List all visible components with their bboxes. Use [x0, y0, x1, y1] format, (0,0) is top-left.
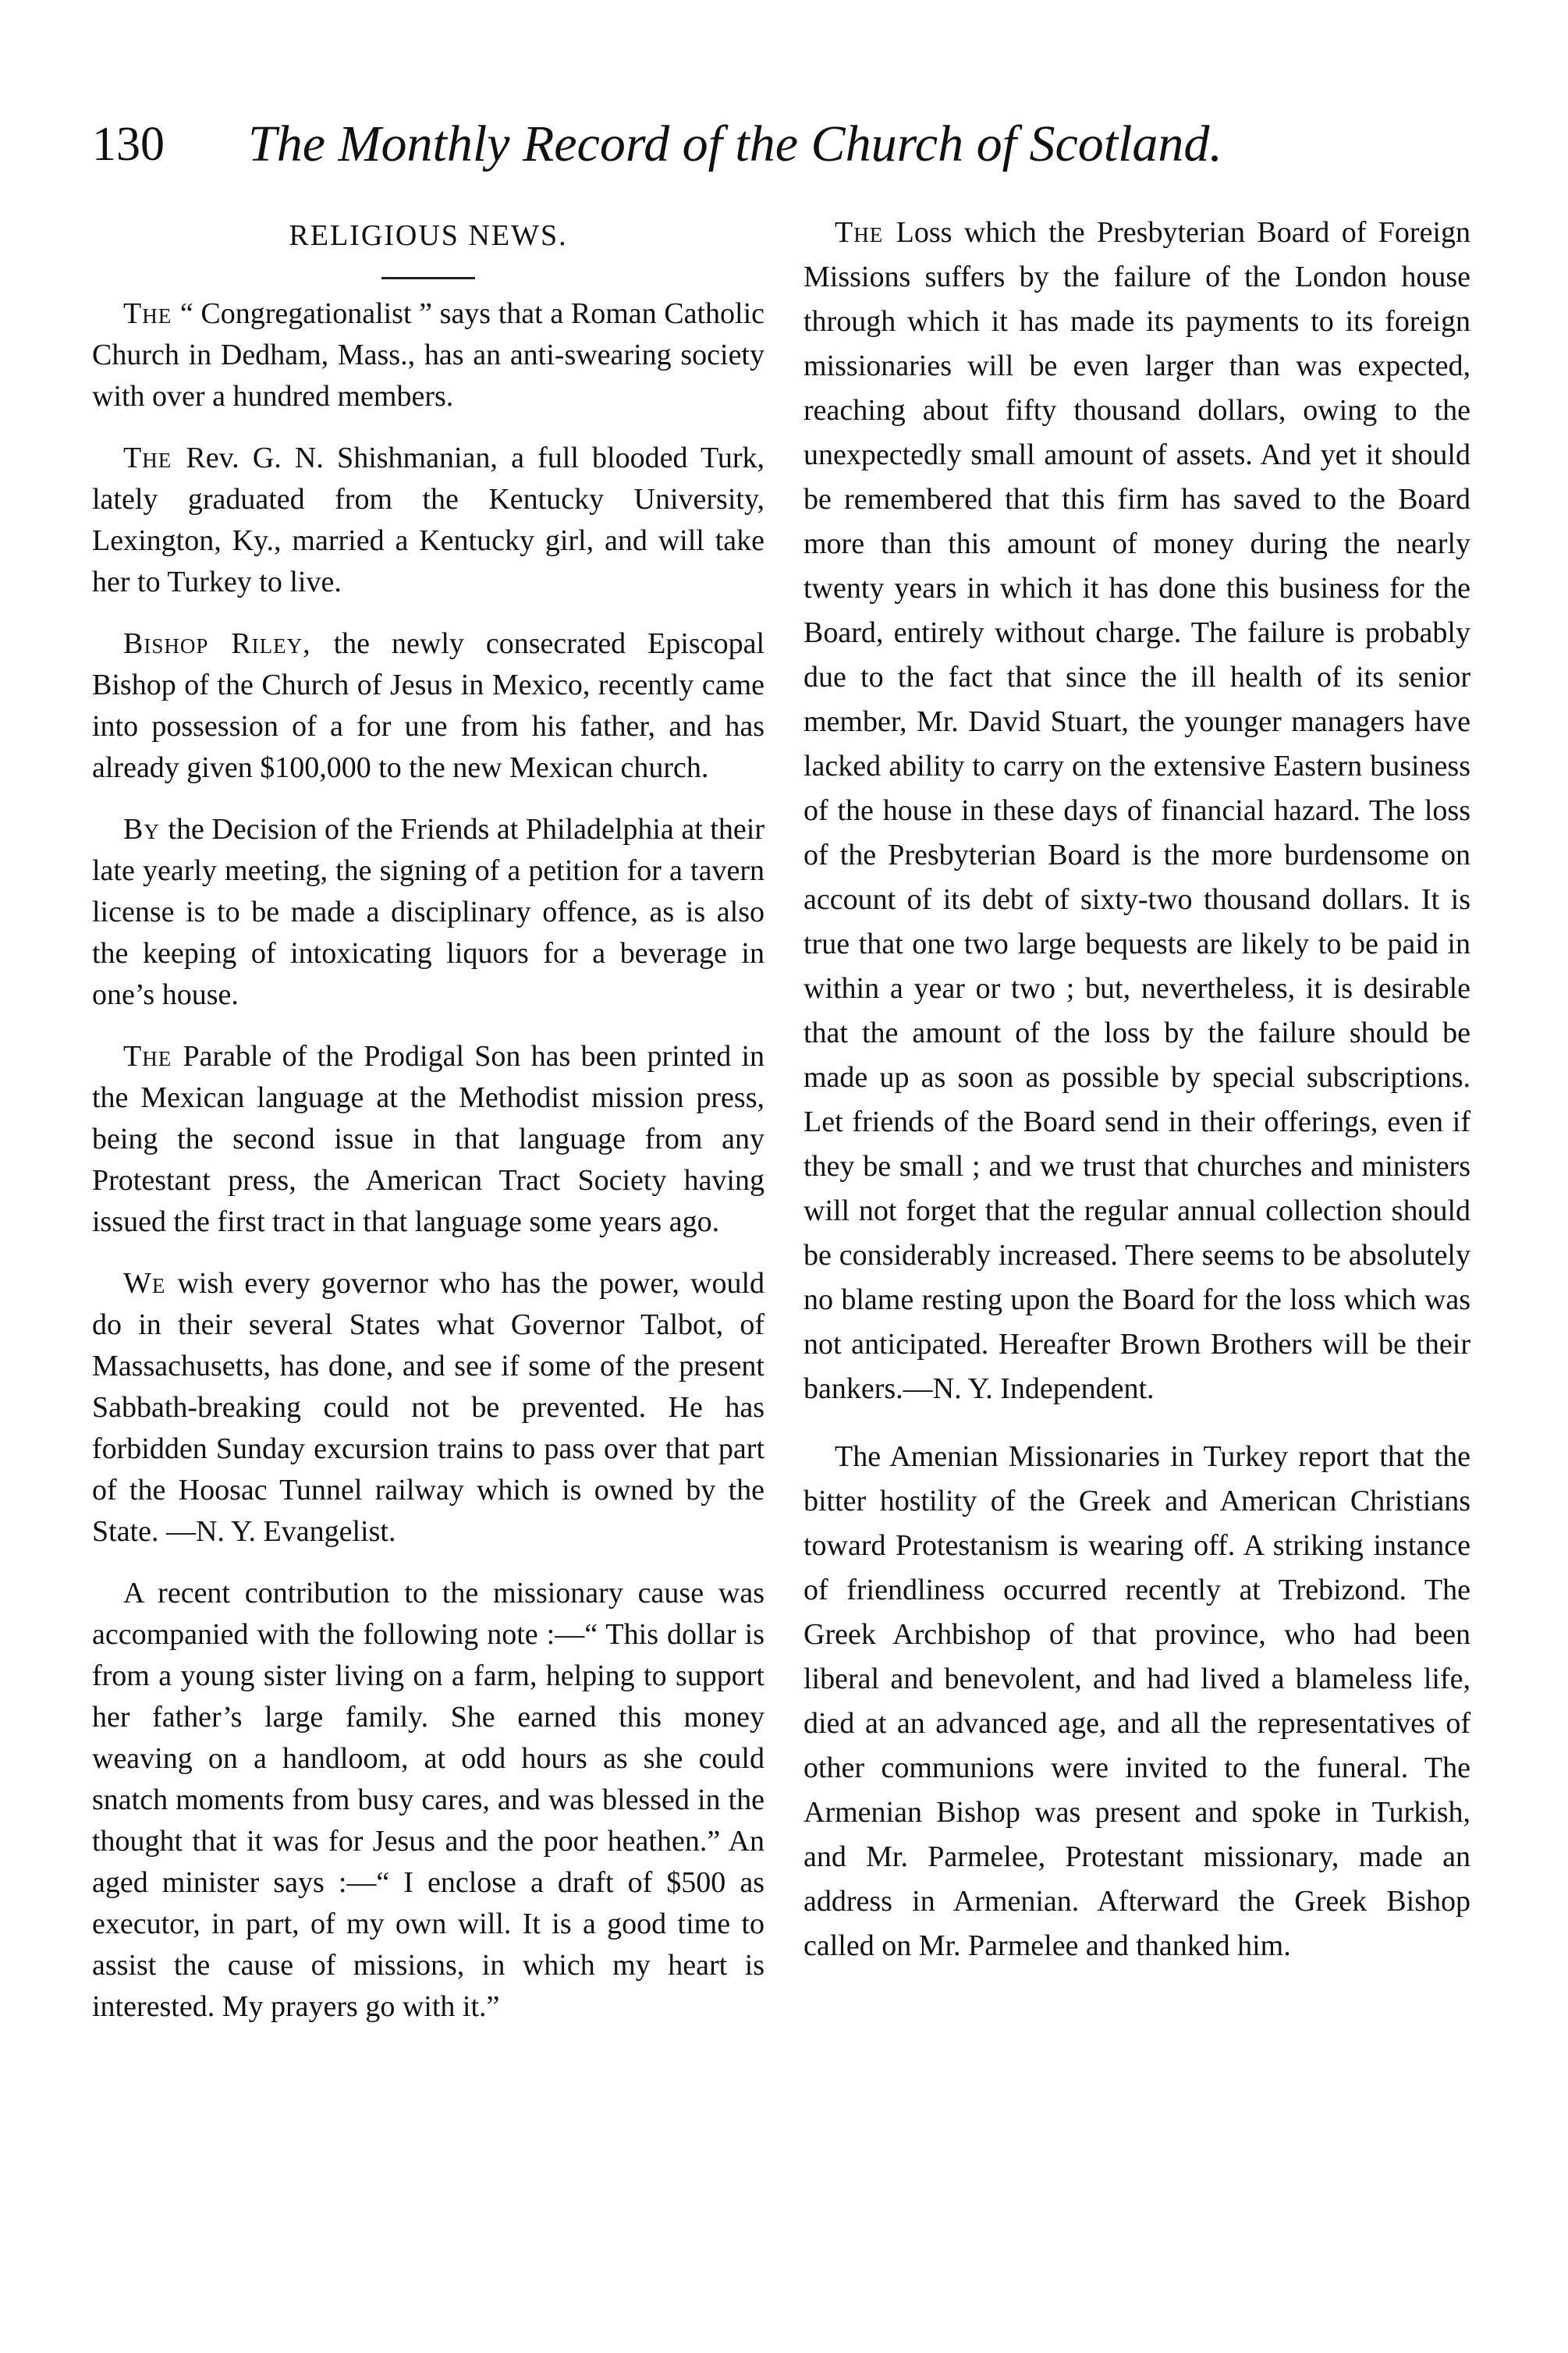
paragraph-text: Rev. G. N. Shishmanian, a full blooded Turk, lately graduated from the Kentucky University, Lexington, Ky., married a Kentucky girl, and will take her to Turkey to live. — [92, 442, 765, 598]
paragraph-text: “ Congregationalist ” says that a Roman Catholic Church in Dedham, Mass., has an anti-swearing society with over a hundred members. — [92, 297, 765, 413]
paragraph-lead: Bishop Riley, — [123, 627, 334, 660]
news-item-bishop-riley — [92, 623, 764, 789]
news-item-governor-talbot — [92, 1263, 764, 1553]
paragraph-lead: The — [123, 297, 180, 330]
paragraph-text: wish every governor who has the power, would do in their several States what Governor Talbot, of Massachusetts, has done, and see if some of the present Sabbath-breaking could not be prevented. He has forbidden Sunday excursion trains to pass over that part of the Hoosac Tunnel railway which is owned by the State. —N. Y. Evangelist. — [92, 1267, 765, 1548]
news-item-missionary-contribution — [92, 1573, 764, 2028]
paragraph-text: Loss which the Presbyterian Board of Foreign Missions suffers by the failure of the London house through which it has made its payments to its foreign missionaries will be even larger than was expected, reaching about fifty thousand dollars, owing to the unexpectedly small amount of assets. And yet it should be remembered that this firm has saved to the Board more than this amount of money during the nearly twenty years in which it has done this business for the Board, entirely without charge. The failure is probably due to the fact that since the ill health of its senior member, Mr. David Stuart, the younger managers have lacked ability to carry on the extensive Eastern business of the house in these days of financial hazard. The loss of the Presbyterian Board is the more burdensome on account of its debt of sixty-two thousand dollars. It is true that one two large bequests are likely to be paid in within a year or two ; but, nevertheless, it is desirable that the amount of the loss by the failure should be made up as soon as possible by special subscriptions. Let friends of the Board send in their offerings, even if they be small ; and we trust that churches and ministers will not forget that the regular annual collection should be considerably increased. There seems to be absolutely no blame resting upon the Board for the loss which was not anticipated. Hereafter Brown Brothers will be their bankers.—N. Y. Independent. — [804, 216, 1470, 1405]
news-item-friends-philadelphia — [92, 809, 764, 1016]
section-heading: RELIGIOUS NEWS. — [289, 219, 568, 252]
paragraph-lead: The — [123, 1040, 183, 1073]
left-column — [92, 211, 764, 2048]
paragraph-text: the newly consecrated Episcopal Bishop of the Church of Jesus in Mexico, recently came into possession of a for une from his father, and has already given $100,000 to the new Mexican church. — [92, 627, 764, 784]
news-item-congregationalist — [92, 293, 764, 417]
paragraph-lead: The — [835, 216, 896, 249]
news-item-prodigal-son — [92, 1036, 764, 1243]
paragraph-lead: By — [123, 813, 169, 846]
running-title: The Monthly Record of the Church of Scotland. — [248, 115, 1222, 172]
right-column — [804, 211, 1470, 1992]
heading-rule — [381, 277, 475, 279]
news-item-armenian-missionaries — [804, 1435, 1470, 1968]
page-header — [92, 117, 1512, 187]
paragraph-text: The Amenian Missionaries in Turkey report that the bitter hostility of the Greek and American Christians toward Protestanism is wearing off. A striking instance of friendliness occurred recently at Trebizond. The Greek Archbishop of that province, who had been liberal and benevolent, and had lived a blameless life, died at an advanced age, and all the representatives of other communions were invited to the funeral. The Armenian Bishop was present and spoke in Turkish, and Mr. Parmelee, Protestant missionary, made an address in Armenian. Afterward the Greek Bishop called on Mr. Parmelee and thanked him. — [804, 1440, 1470, 1962]
paragraph-text: the Decision of the Friends at Philadelphia at their late yearly meeting, the signing of a petition for a tavern license is to be made a disciplinary offence, as is also the keeping of intoxicating liquors for a beverage in one’s house. — [92, 813, 764, 1011]
news-item-shishmanian — [92, 438, 764, 603]
page-number: 130 — [92, 118, 165, 171]
paragraph-lead: The — [123, 442, 186, 474]
paragraph-text: A recent contribution to the missionary cause was accompanied with the following note :—“ This dollar is from a young sister living on a farm, helping to support her father’s large family. She earned this money weaving on a handloom, at odd hours as she could snatch moments from busy cares, and was blessed in the thought that it was for Jesus and the poor heathen.” An aged minister says :—“ I enclose a draft of $500 as executor, in part, of my own will. It is a good time to assist the cause of missions, in which my heart is interested. My prayers go with it.” — [92, 1577, 764, 2023]
paragraph-text: Parable of the Prodigal Son has been printed in the Mexican language at the Methodist mission press, being the second issue in that language from any Protestant press, the American Tract Society having issued the first tract in that language some years ago. — [92, 1040, 765, 1238]
news-item-presbyterian-board — [804, 211, 1470, 1411]
paragraph-lead: We — [123, 1267, 178, 1300]
